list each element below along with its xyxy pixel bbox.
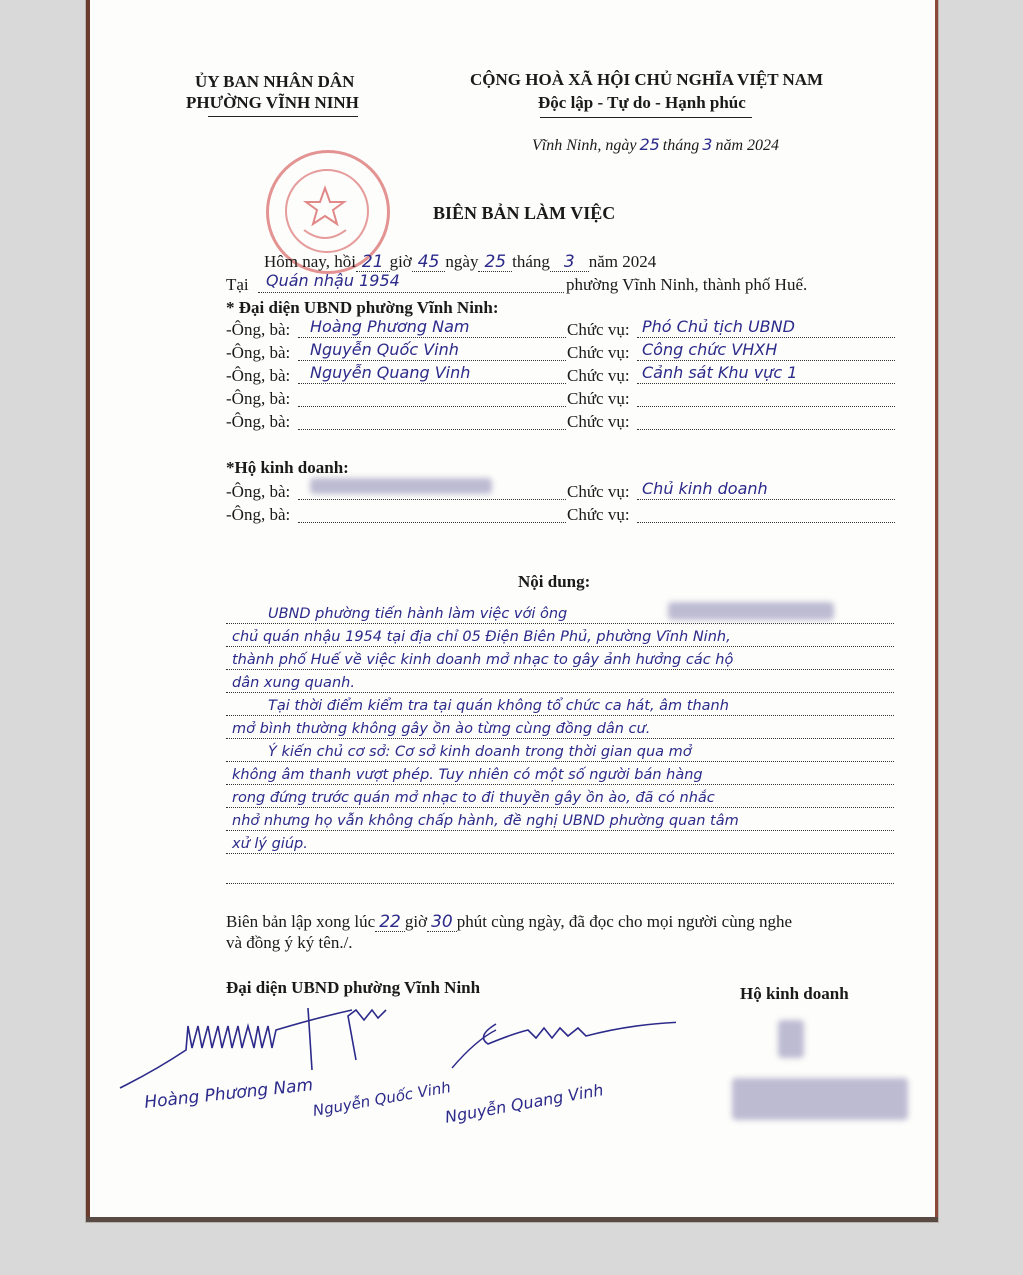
content-rule	[226, 646, 894, 647]
closing-line1: Biên bản lập xong lúc 22 giờ 30 phút cùng ngày, đã đọc cho mọi người cùng nghe	[226, 912, 793, 932]
content-line: thành phố Huế về việc kinh doanh mở nhạc to gây ảnh hưởng các hộ	[232, 652, 734, 668]
ubnd-role-label: Chức vụ:	[567, 389, 630, 408]
business-name-field	[298, 505, 566, 523]
signature-right-title: Hộ kinh doanh	[740, 984, 849, 1003]
date-line: Vĩnh Ninh, ngày 25 tháng 3 năm 2024	[532, 135, 779, 154]
content-line: Tại thời điểm kiểm tra tại quán không tổ chức ca hát, âm thanh	[268, 698, 729, 714]
location-suffix: phường Vĩnh Ninh, thành phố Huế.	[566, 275, 808, 294]
signature-left-title: Đại diện UBND phường Vĩnh Ninh	[226, 978, 481, 997]
time-line: Hôm nay, hồi 21 giờ 45 ngày 25 tháng 3 năm 2024	[264, 252, 657, 272]
time-minute: 45	[417, 252, 440, 272]
business-member-role: Chủ kinh doanh	[642, 479, 768, 498]
content-rule	[226, 784, 894, 785]
ubnd-member-role: Cảnh sát Khu vực 1	[642, 363, 798, 382]
content-rule	[226, 715, 894, 716]
business-role-field	[637, 505, 895, 523]
content-heading: Nội dung:	[518, 572, 591, 591]
content-rule	[226, 738, 894, 739]
signature-scribbles	[116, 1000, 676, 1130]
time-day: 25	[484, 252, 507, 272]
header-left-underline	[208, 116, 358, 117]
header-right-line1: CỘNG HOÀ XÃ HỘI CHỦ NGHĨA VIỆT NAM	[470, 70, 824, 89]
redacted-business-signature-name	[732, 1078, 908, 1120]
content-rule	[226, 669, 894, 670]
ubnd-name-label: -Ông, bà:	[226, 366, 291, 385]
ubnd-member-name: Hoàng Phương Nam	[310, 317, 470, 336]
business-role-label: Chức vụ:	[567, 482, 630, 501]
date-day: 25	[639, 135, 660, 154]
location-value: Quán nhậu 1954	[266, 271, 400, 290]
header-left-line2: PHƯỜNG VĨNH NINH	[186, 93, 359, 112]
business-role-label: Chức vụ:	[567, 505, 630, 524]
content-line: rong đứng trước quán mở nhạc to đi thuyền gây ồn ào, đã có nhắc	[232, 790, 715, 806]
content-rule	[226, 692, 894, 693]
sheet-bottom-edge	[86, 1217, 938, 1222]
content-rule	[226, 830, 894, 831]
content-empty-line	[226, 883, 894, 884]
signature-name-2: Nguyễn Quốc Vinh	[311, 1078, 453, 1120]
content-line: UBND phường tiến hành làm việc với ông	[268, 606, 568, 622]
business-name-label: -Ông, bà:	[226, 505, 291, 524]
ubnd-name-field	[298, 412, 566, 430]
content-rule	[226, 853, 894, 854]
ubnd-role-label: Chức vụ:	[567, 366, 630, 385]
ubnd-member-name: Nguyễn Quang Vinh	[310, 363, 471, 382]
time-hour: 21	[361, 252, 384, 272]
signature-name-1: Hoàng Phương Nam	[143, 1075, 315, 1113]
content-line: xử lý giúp.	[232, 836, 308, 852]
ubnd-name-label: -Ông, bà:	[226, 320, 291, 339]
content-rule	[226, 623, 894, 624]
ubnd-name-field	[298, 389, 566, 407]
signature-name-3: Nguyễn Quang Vinh	[443, 1080, 605, 1127]
content-line: mở bình thường không gây ồn ào từng cùng đồng dân cư.	[232, 721, 651, 737]
closing-minute: 30	[431, 912, 453, 932]
content-line: nhở nhưng họ vẫn không chấp hành, đề nghị UBND phường quan tâm	[232, 813, 739, 829]
header-right-underline	[540, 117, 752, 118]
seal-star-icon	[266, 150, 384, 268]
ubnd-name-label: -Ông, bà:	[226, 412, 291, 431]
closing-line2: và đồng ý ký tên./.	[226, 933, 353, 952]
ubnd-role-label: Chức vụ:	[567, 320, 630, 339]
redacted-business-signature	[778, 1020, 804, 1058]
ubnd-member-role: Phó Chủ tịch UBND	[642, 317, 795, 336]
content-line: không âm thanh vượt phép. Tuy nhiên có một số người bán hàng	[232, 767, 703, 783]
business-heading: *Hộ kinh doanh:	[226, 458, 349, 477]
document-title: BIÊN BẢN LÀM VIỆC	[433, 203, 616, 223]
ubnd-role-field	[637, 389, 895, 407]
time-month: 3	[563, 252, 575, 272]
ubnd-role-label: Chức vụ:	[567, 343, 630, 362]
redacted-owner-name	[668, 602, 834, 620]
ubnd-member-name: Nguyễn Quốc Vinh	[310, 340, 459, 359]
location-prefix: Tại	[226, 275, 249, 294]
ubnd-member-role: Công chức VHXH	[642, 340, 778, 359]
ubnd-role-field	[637, 412, 895, 430]
header-left-line1: ỦY BAN NHÂN DÂN	[195, 72, 355, 91]
content-rule	[226, 761, 894, 762]
sheet-right-edge	[935, 0, 938, 1222]
business-name-label: -Ông, bà:	[226, 482, 291, 501]
content-line: dân xung quanh.	[232, 675, 355, 691]
header-right-line2: Độc lập - Tự do - Hạnh phúc	[538, 93, 746, 112]
ubnd-heading: * Đại diện UBND phường Vĩnh Ninh:	[226, 298, 499, 317]
ubnd-name-label: -Ông, bà:	[226, 389, 291, 408]
ubnd-role-label: Chức vụ:	[567, 412, 630, 431]
content-line: Ý kiến chủ cơ sở: Cơ sở kinh doanh trong thời gian qua mở	[268, 744, 692, 760]
sheet-left-edge	[86, 0, 90, 1222]
content-line: chủ quán nhậu 1954 tại địa chỉ 05 Điện Biên Phủ, phường Vĩnh Ninh,	[232, 629, 731, 645]
ubnd-name-label: -Ông, bà:	[226, 343, 291, 362]
closing-hour: 22	[379, 912, 401, 932]
redacted-business-name	[310, 478, 492, 494]
content-rule	[226, 807, 894, 808]
date-month: 3	[702, 135, 713, 154]
